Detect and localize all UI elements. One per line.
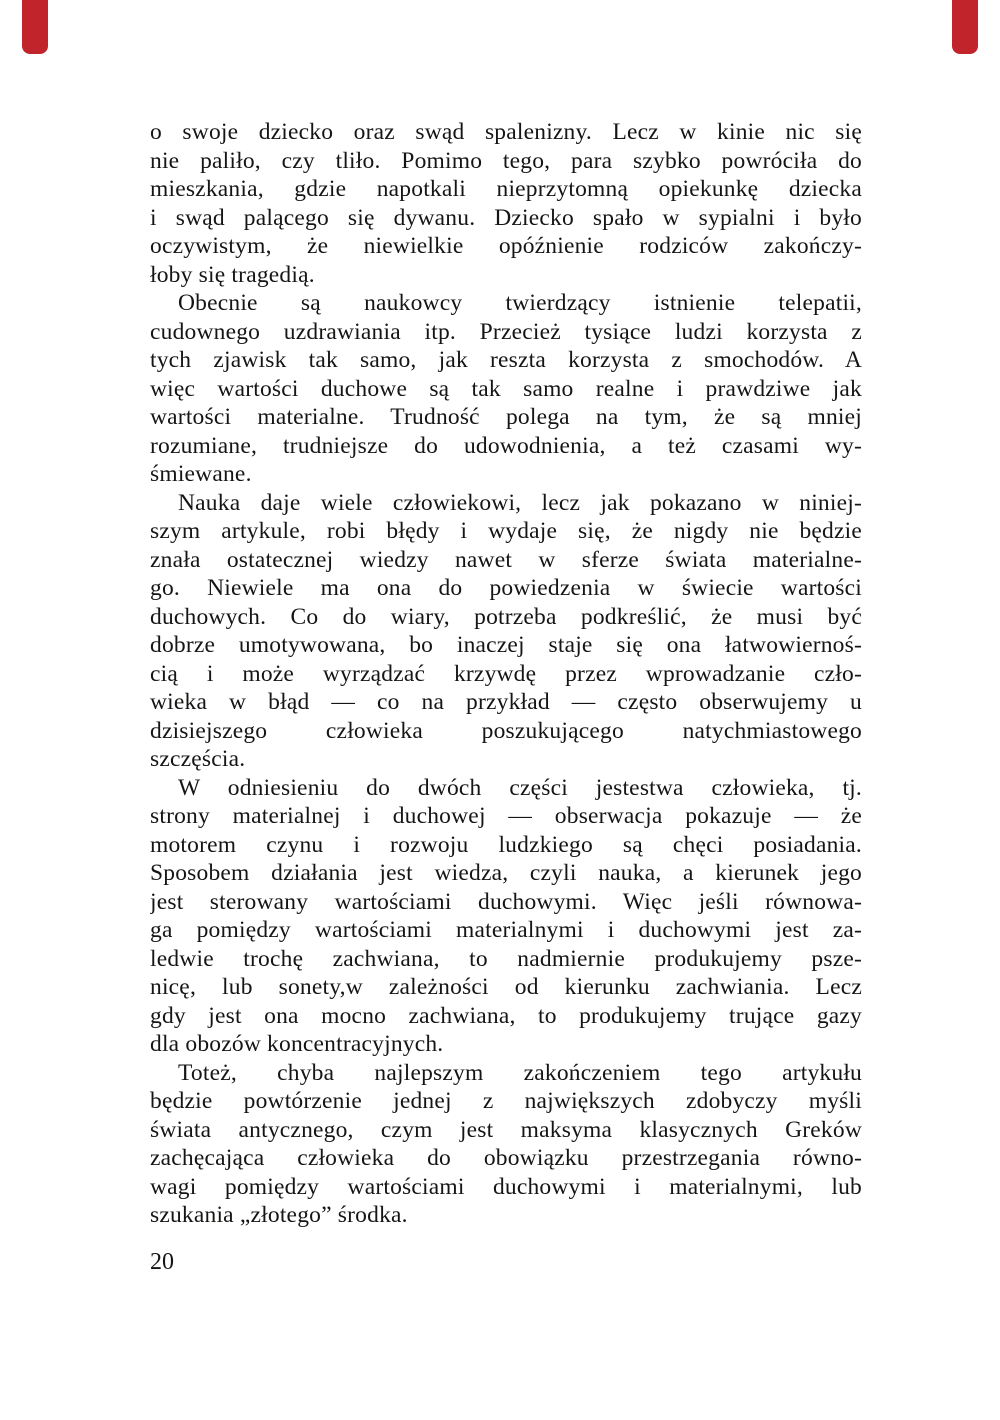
text-line: szczęścia. xyxy=(150,746,246,772)
paragraph xyxy=(150,1059,862,1230)
text-line: dzisiejszego człowieka poszukującego natychmiastowego xyxy=(150,717,862,744)
text-line: wartości materialne. Trudność polega na tym, że są mniej xyxy=(150,404,862,430)
text-line: łoby się tragedią. xyxy=(150,261,315,288)
text-line: śmiewane. xyxy=(150,461,252,487)
text-line: W odniesieniu do dwóch części jestestwa człowieka, tj. xyxy=(178,774,862,801)
text-line: strony materialnej i duchowej — obserwacja pokazuje — że xyxy=(150,803,862,829)
text-line: nie paliło, czy tliło. Pomimo tego, para szybko powróciła do xyxy=(150,147,862,174)
paragraph xyxy=(150,774,862,1059)
text-line: będzie powtórzenie jednej z największych zdobyczy myśli xyxy=(150,1088,862,1114)
red-corner-mark-right xyxy=(952,0,978,54)
text-line: tych zjawisk tak samo, jak reszta korzysta z smochodów. A xyxy=(150,347,862,373)
text-line: szukania „złotego” środka. xyxy=(150,1202,408,1228)
text-line: rozumiane, trudniejsze do udowodnienia, a też czasami wy- xyxy=(150,432,862,459)
text-line: jest sterowany wartościami duchowymi. Więc jeśli równowa- xyxy=(150,888,862,915)
text-line: dobrze umotywowana, bo inaczej staje się ona łatwowiernoś- xyxy=(150,632,862,658)
page-text-block xyxy=(150,118,862,1230)
red-corner-mark-left xyxy=(22,0,48,54)
text-line: Obecnie są naukowcy twierdzący istnienie telepatii, xyxy=(178,290,862,316)
text-line: znała ostatecznej wiedzy nawet w sferze świata materialne- xyxy=(150,546,862,573)
text-line: mieszkania, gdzie napotkali nieprzytomną opiekunkę dziecka xyxy=(150,176,862,202)
text-line: Nauka daje wiele człowiekowi, lecz jak pokazano w niniej- xyxy=(178,489,862,516)
paragraph xyxy=(150,489,862,774)
text-line: szym artykule, robi błędy i wydaje się, że nigdy nie będzie xyxy=(150,518,862,544)
text-line: go. Niewiele ma ona do powiedzenia w świecie wartości xyxy=(150,575,862,601)
text-line: wagi pomiędzy wartościami duchowymi i materialnymi, lub xyxy=(150,1173,862,1200)
text-line: ga pomiędzy wartościami materialnymi i duchowymi jest za- xyxy=(150,917,862,943)
text-line: wieka w błąd — co na przykład — często obserwujemy u xyxy=(150,689,862,715)
text-line: dla obozów koncentracyjnych. xyxy=(150,1031,444,1057)
text-line: i swąd palącego się dywanu. Dziecko spało w sypialni i było xyxy=(150,204,862,231)
text-line: duchowych. Co do wiary, potrzeba podkreślić, że musi być xyxy=(150,603,862,630)
text-line: zachęcająca człowieka do obowiązku przestrzegania równo- xyxy=(150,1145,862,1171)
text-line: oczywistym, że niewielkie opóźnienie rodziców zakończy- xyxy=(150,233,862,259)
text-line: więc wartości duchowe są tak samo realne i prawdziwe jak xyxy=(150,375,862,402)
text-line: motorem czynu i rozwoju ludzkiego są chęci posiadania. xyxy=(150,831,862,858)
text-line: o swoje dziecko oraz swąd spalenizny. Lecz w kinie nic się xyxy=(150,119,862,145)
page-number: 20 xyxy=(150,1249,174,1275)
paragraph xyxy=(150,118,862,289)
text-line: nicę, lub sonety,w zależności od kierunku zachwiania. Lecz xyxy=(150,974,862,1000)
paragraph xyxy=(150,289,862,489)
text-line: świata antycznego, czym jest maksyma klasycznych Greków xyxy=(150,1116,862,1143)
text-line: gdy jest ona mocno zachwiana, to produkujemy trujące gazy xyxy=(150,1002,862,1029)
text-line: cią i może wyrządzać krzywdę przez wprowadzanie czło- xyxy=(150,660,862,687)
text-line: cudownego uzdrawiania itp. Przecież tysiące ludzi korzysta z xyxy=(150,318,862,345)
text-line: Toteż, chyba najlepszym zakończeniem tego artykułu xyxy=(178,1059,862,1086)
text-line: Sposobem działania jest wiedza, czyli nauka, a kierunek jego xyxy=(150,860,862,886)
text-line: ledwie trochę zachwiana, to nadmiernie produkujemy psze- xyxy=(150,945,862,972)
